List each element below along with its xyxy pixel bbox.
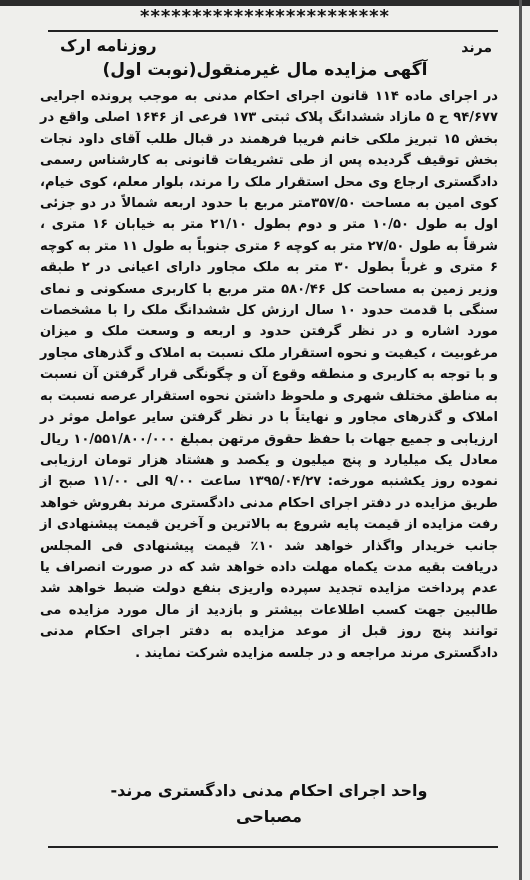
signature-line-2: مصباحی	[236, 807, 302, 826]
newspaper-name: روزنامه ارک	[60, 36, 157, 55]
city-label: مرند	[461, 40, 492, 56]
notice-title: آگهی مزایده مال غیرمنقول(نوبت اول)	[102, 60, 428, 80]
right-edge-bar	[519, 0, 522, 880]
signature-line-1: واحد اجرای احکام مدنی دادگستری مرند-	[110, 781, 428, 800]
notice-signature	[40, 778, 498, 830]
top-rule	[48, 30, 498, 32]
star-divider: ************************	[140, 6, 390, 27]
bottom-rule	[48, 846, 498, 848]
notice-body: در اجرای ماده ۱۱۴ قانون اجرای احکام مدنی به موجب پرونده اجرایی ۹۴/۶۷۷ ح ۵ مازاد ششدانگ پلاک ثبتی ۱۷۳ فرعی از ۱۶۴۶ اصلی واقع در بخش ۱۵ تبریز ملکی خانم فریبا فرهمند در قبال طلب آقای داود نجات بخش توقیف گردیده پس از طی تشریفات قانونی به کارشناس رسمی دادگستری ارجاع وی محل استقرار ملک را مرند، بلوار معلم، کوی خیام، کوی امین به مساحت ۳۵۷/۵۰متر مربع با حدود اربعه شمالاً در دو جزئی اول به طول ۱۰/۵۰ متر و دوم بطول ۲۱/۱۰ متر به خیابان ۱۶ متری ، شرقاً به طول ۲۷/۵۰ متر به کوچه ۶ متری جنوباً به طول ۱۱ متر به کوچه ۶ متری و غرباً بطول ۳۰ متر به ملک مجاور دارای اعیانی در ۲ طبقه وزیر زمین به مساحت کل ۵۸۰/۴۶ متر مربع با کاربری مسکونی و نمای سنگی با قدمت حدود ۱۰ سال ارزش کل ششدانگ ملک را با مشخصات مورد اشاره و در نظر گرفتن حدود و اربعه و وسعت ملک و میزان مرغوبیت ، کیفیت و نحوه استقرار ملک نسبت به املاک و گذرهای مجاور و با توجه به کاربری و منطقه وقوع آن و چگونگی قرار گرفتن آن نسبت به مناطق مختلف شهری و ملحوظ داشتن نحوه استقرار عرصه نسبت به املاک و گذرهای مجاور و نهایتاً با در نظر گرفتن سایر عوامل موثر در ارزیابی و جمیع جهات با حفظ حقوق مرتهن بمبلغ ۱۰/۵۵۱/۸۰۰/۰۰۰ ریال معادل یک میلیارد و پنج میلیون و یکصد و هشتاد هزار تومان ارزیابی نموده روز یکشنبه مورخه: ۱۳۹۵/۰۴/۲۷ ساعت ۹/۰۰ الی ۱۱/۰۰ صبح از طریق مزایده در دفتر اجرای احکام مدنی دادگستری مرند بفروش خواهد رفت مزایده از قیمت پایه شروع به بالاترین و آخرین قیمت پیشنهادی از جانب خریدار واگذار خواهد شد ۱۰٪ قیمت پیشنهادی فی المجلس دریافت بقیه مدت یکماه مهلت داده خواهد شد که در صورت انصراف یا عدم پرداخت مزایده تجدید سپرده واریزی بنفع دولت ضبط خواهد شد طالبین جهت کسب اطلاعات بیشتر و بازدید از مال مورد مزایده می توانند پنج روز قبل از موعد مزایده به دفتر اجرای احکام مدنی دادگستری مرند مراجعه و در جلسه مزایده شرکت نمایند .	[40, 89, 499, 661]
